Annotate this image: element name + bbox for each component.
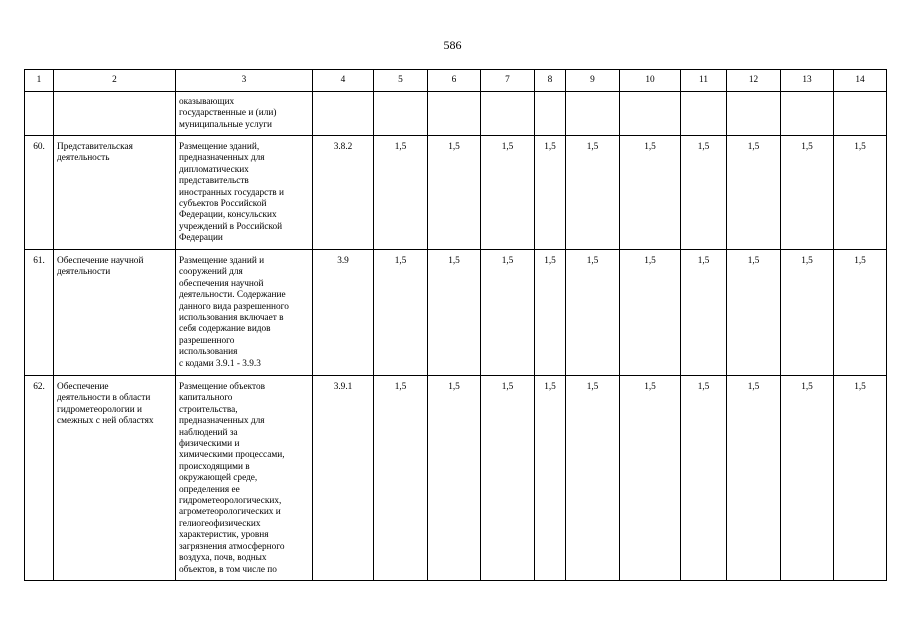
- column-header: 3: [176, 70, 313, 92]
- row-value: 1,5: [620, 136, 681, 250]
- row-description: Размещение объектов капитального строительства, предназначенных для наблюдений за физическими и химическими процессами, происходящими в окружающей среде, определения ее гидрометеорологических, агрометеорологических и гелиогеофизических характеристик, уровня загрязнения атмосферного воздуха, почв, водных объектов, в том числе по: [176, 376, 313, 581]
- row-name: [54, 92, 176, 136]
- row-value: 1,5: [481, 136, 535, 250]
- row-code: 3.9.1: [313, 376, 374, 581]
- land-use-table: [24, 69, 887, 581]
- row-value: 1,5: [834, 136, 887, 250]
- row-code: [313, 92, 374, 136]
- row-description: Размещение зданий и сооружений для обеспечения научной деятельности. Содержание данного вида разрешенного использования включает в себя содержание видов разрешенного использования с кодами 3.9.1 - 3.9.3: [176, 250, 313, 376]
- table-row-62: [25, 376, 887, 581]
- row-value: 1,5: [428, 136, 481, 250]
- row-value: [481, 92, 535, 136]
- row-number: 62.: [25, 376, 54, 581]
- column-header: 7: [481, 70, 535, 92]
- row-value: 1,5: [535, 136, 566, 250]
- row-value: [428, 92, 481, 136]
- row-code: 3.9: [313, 250, 374, 376]
- row-value: 1,5: [374, 250, 428, 376]
- column-header: 5: [374, 70, 428, 92]
- row-value: 1,5: [374, 376, 428, 581]
- row-value: 1,5: [781, 376, 834, 581]
- row-description: оказывающих государственные и (или) муниципальные услуги: [176, 92, 313, 136]
- row-value: 1,5: [535, 376, 566, 581]
- column-header: 8: [535, 70, 566, 92]
- row-number: 60.: [25, 136, 54, 250]
- row-value: [681, 92, 727, 136]
- row-value: 1,5: [727, 250, 781, 376]
- row-value: 1,5: [727, 376, 781, 581]
- row-value: 1,5: [681, 250, 727, 376]
- row-value: 1,5: [481, 250, 535, 376]
- row-value: 1,5: [681, 376, 727, 581]
- row-description: Размещение зданий, предназначенных для дипломатических представительств иностранных государств и субъектов Российской Федерации, консульских учреждений в Российской Федерации: [176, 136, 313, 250]
- column-header: 10: [620, 70, 681, 92]
- row-name: Представительская деятельность: [54, 136, 176, 250]
- row-value: 1,5: [374, 136, 428, 250]
- table-header-row: [25, 70, 887, 92]
- column-header: 9: [566, 70, 620, 92]
- row-value: [374, 92, 428, 136]
- table-row-continuation: [25, 92, 887, 136]
- row-value: 1,5: [566, 376, 620, 581]
- column-header: 4: [313, 70, 374, 92]
- row-number: 61.: [25, 250, 54, 376]
- column-header: 11: [681, 70, 727, 92]
- row-value: [535, 92, 566, 136]
- row-value: 1,5: [535, 250, 566, 376]
- row-value: [620, 92, 681, 136]
- column-header: 1: [25, 70, 54, 92]
- row-value: 1,5: [834, 250, 887, 376]
- row-value: 1,5: [781, 136, 834, 250]
- row-value: [566, 92, 620, 136]
- column-header: 6: [428, 70, 481, 92]
- column-header: 2: [54, 70, 176, 92]
- row-value: 1,5: [428, 250, 481, 376]
- row-code: 3.8.2: [313, 136, 374, 250]
- row-value: [781, 92, 834, 136]
- column-header: 13: [781, 70, 834, 92]
- row-value: 1,5: [620, 250, 681, 376]
- column-header: 14: [834, 70, 887, 92]
- row-value: [834, 92, 887, 136]
- row-value: 1,5: [781, 250, 834, 376]
- row-value: [727, 92, 781, 136]
- page-number: 586: [443, 38, 462, 52]
- row-name: Обеспечение научной деятельности: [54, 250, 176, 376]
- row-number: [25, 92, 54, 136]
- table-row-61: [25, 250, 887, 376]
- row-value: 1,5: [481, 376, 535, 581]
- row-value: 1,5: [834, 376, 887, 581]
- table-row-60: [25, 136, 887, 250]
- row-name: Обеспечение деятельности в области гидрометеорологии и смежных с ней областях: [54, 376, 176, 581]
- row-value: 1,5: [566, 136, 620, 250]
- row-value: 1,5: [681, 136, 727, 250]
- row-value: 1,5: [566, 250, 620, 376]
- row-value: 1,5: [428, 376, 481, 581]
- row-value: 1,5: [727, 136, 781, 250]
- row-value: 1,5: [620, 376, 681, 581]
- column-header: 12: [727, 70, 781, 92]
